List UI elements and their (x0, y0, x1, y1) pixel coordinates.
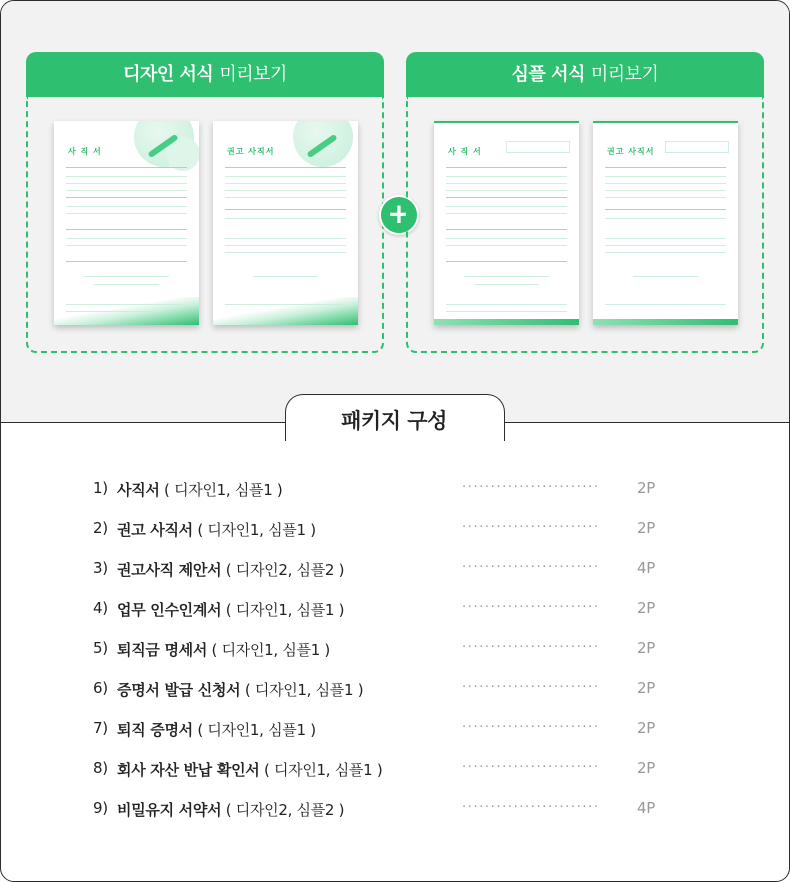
doc-field-row (66, 171, 187, 177)
doc-field-row (446, 185, 567, 191)
item-number: 9) (93, 799, 108, 817)
doc-bottom-bar (434, 319, 579, 325)
doc-field-row (66, 233, 187, 239)
package-item (1, 756, 789, 789)
doc-rule (66, 167, 187, 168)
item-number: 6) (93, 679, 108, 697)
item-dots: ........................ (462, 556, 600, 571)
doc-title: 사 직 서 (68, 147, 102, 156)
package-item (1, 476, 789, 509)
item-dots: ........................ (462, 596, 600, 611)
doc-text-line (253, 271, 318, 277)
design-preview-title-bold: 디자인 서식 (123, 64, 214, 85)
package-item (1, 716, 789, 749)
item-text (117, 559, 344, 580)
package-item (1, 516, 789, 549)
design-recommended-resignation-thumbnail[interactable] (213, 121, 358, 325)
item-dots: ........................ (462, 516, 600, 531)
item-dots: ........................ (462, 756, 600, 771)
item-number: 3) (93, 559, 108, 577)
package-item (1, 596, 789, 629)
sample-resignation-thumbnail[interactable] (434, 121, 579, 325)
doc-bottom-bar (593, 319, 738, 325)
doc-field-row (446, 178, 567, 184)
preview-section (1, 1, 789, 423)
doc-field-row (225, 185, 346, 191)
item-text (117, 719, 316, 740)
item-number: 7) (93, 719, 108, 737)
item-number: 4) (93, 599, 108, 617)
design-preview-panel (26, 52, 384, 354)
item-detail: ( 디자인1, 심플1 ) (192, 521, 316, 539)
item-detail: ( 디자인1, 심플1 ) (259, 761, 383, 779)
doc-top-bar (593, 121, 738, 123)
item-name: 퇴직 증명서 (117, 721, 193, 739)
doc-field-row (605, 247, 726, 253)
item-dots: ........................ (462, 796, 600, 811)
item-pages: 4P (637, 559, 655, 577)
doc-rule (225, 209, 346, 210)
doc-rule (446, 229, 567, 230)
doc-title: 사 직 서 (448, 147, 482, 156)
item-pages: 4P (637, 799, 655, 817)
doc-text-line (474, 279, 539, 285)
item-name: 업무 인수인계서 (117, 601, 222, 619)
approval-boxes (665, 141, 729, 153)
item-pages: 2P (637, 639, 655, 657)
doc-field-row (66, 208, 187, 214)
item-name: 권고사직 제안서 (117, 561, 222, 579)
doc-field-row (225, 247, 346, 253)
item-name: 사직서 (117, 481, 160, 499)
doc-field-row (225, 233, 346, 239)
doc-field-row (66, 201, 187, 207)
item-pages: 2P (637, 599, 655, 617)
doc-field-row (446, 233, 567, 239)
design-preview-title-rest: 미리보기 (219, 64, 287, 85)
item-name: 비밀유지 서약서 (117, 801, 222, 819)
item-dots: ........................ (462, 636, 600, 651)
item-dots: ........................ (462, 476, 600, 491)
package-item (1, 636, 789, 669)
doc-text-line (446, 306, 567, 312)
doc-field-row (225, 240, 346, 246)
item-dots: ........................ (462, 716, 600, 731)
item-detail: ( 디자인1, 심플1 ) (192, 721, 316, 739)
package-title: 패키지 구성 (341, 409, 447, 433)
doc-rule (446, 197, 567, 198)
item-text (117, 639, 330, 660)
sample-preview-panel (406, 52, 764, 354)
item-detail: ( 디자인2, 심플2 ) (221, 801, 345, 819)
doc-text-line (94, 279, 159, 285)
sample-preview-header (406, 52, 764, 97)
design-preview-body (26, 97, 384, 353)
sample-preview-body (406, 97, 764, 353)
doc-field-row (225, 213, 346, 219)
item-number: 5) (93, 639, 108, 657)
sample-preview-title-bold: 심플 서식 (511, 64, 585, 85)
doc-field-row (605, 213, 726, 219)
package-item (1, 676, 789, 709)
item-name: 회사 자산 반납 확인서 (117, 761, 260, 779)
doc-field-row (605, 171, 726, 177)
design-resignation-thumbnail[interactable] (54, 121, 199, 325)
item-name: 권고 사직서 (117, 521, 193, 539)
decoration-wave (213, 297, 358, 325)
doc-rule (225, 167, 346, 168)
item-pages: 2P (637, 759, 655, 777)
item-text (117, 519, 316, 540)
doc-rule (446, 167, 567, 168)
doc-text-line (605, 299, 726, 305)
doc-rule (66, 261, 187, 262)
item-text (117, 599, 344, 620)
doc-text-line (446, 299, 567, 305)
item-detail: ( 디자인1, 심플1 ) (240, 681, 364, 699)
item-pages: 2P (637, 519, 655, 537)
doc-field-row (446, 208, 567, 214)
doc-field-row (605, 240, 726, 246)
doc-field-row (605, 192, 726, 198)
doc-title: 권고 사직서 (607, 147, 655, 156)
doc-field-row (66, 185, 187, 191)
doc-field-row (605, 178, 726, 184)
doc-field-row (225, 171, 346, 177)
item-dots: ........................ (462, 676, 600, 691)
doc-rule (66, 197, 187, 198)
item-detail: ( 디자인1, 심플1 ) (159, 481, 283, 499)
doc-top-bar (434, 121, 579, 123)
doc-text-line (464, 271, 549, 277)
doc-rule (446, 261, 567, 262)
doc-text-line (84, 271, 169, 277)
item-number: 2) (93, 519, 108, 537)
item-text (117, 679, 363, 700)
doc-field-row (446, 171, 567, 177)
doc-field-row (66, 178, 187, 184)
package-item (1, 556, 789, 589)
item-name: 증명서 발급 신청서 (117, 681, 241, 699)
doc-rule (605, 167, 726, 168)
doc-field-row (605, 233, 726, 239)
item-text (117, 759, 382, 780)
item-number: 1) (93, 479, 108, 497)
package-item (1, 796, 789, 829)
plus-icon: + (379, 195, 419, 235)
doc-field-row (225, 178, 346, 184)
doc-title: 권고 사직서 (227, 147, 275, 156)
item-detail: ( 디자인1, 심플1 ) (207, 641, 330, 659)
doc-rule (66, 229, 187, 230)
design-preview-header (26, 52, 384, 97)
doc-field-row (66, 240, 187, 246)
sample-recommended-resignation-thumbnail[interactable] (593, 121, 738, 325)
item-number: 8) (93, 759, 108, 777)
item-text (117, 479, 282, 500)
item-detail: ( 디자인2, 심플2 ) (221, 561, 345, 579)
doc-text-line (633, 271, 698, 277)
decoration-wave (54, 297, 199, 325)
doc-field-row (225, 192, 346, 198)
item-detail: ( 디자인1, 심플1 ) (221, 601, 345, 619)
doc-field-row (605, 185, 726, 191)
item-pages: 2P (637, 679, 655, 697)
doc-field-row (446, 201, 567, 207)
doc-rule (605, 209, 726, 210)
doc-field-row (446, 240, 567, 246)
item-pages: 2P (637, 479, 655, 497)
item-text (117, 799, 344, 820)
item-name: 퇴직금 명세서 (117, 641, 208, 659)
sample-preview-title-rest: 미리보기 (590, 64, 659, 85)
item-pages: 2P (637, 719, 655, 737)
approval-boxes (506, 141, 570, 153)
